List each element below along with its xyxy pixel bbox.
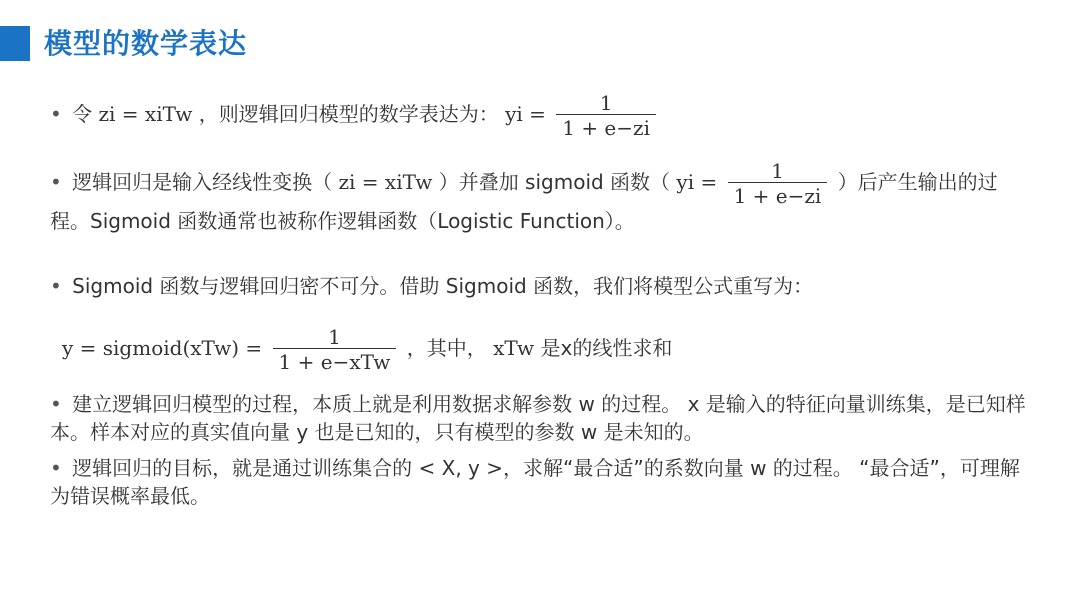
sigmoid-fraction: [556, 92, 656, 139]
fraction-numerator: 1: [328, 325, 341, 349]
fraction-denominator: 1 + e−zi: [556, 114, 656, 139]
bullet-dot: •: [50, 102, 62, 126]
bullet-5-text: 逻辑回归的目标，就是通过训练集合的 < X, y >，求解“最合适”的系数向量 w 的过程。 “最合适”，可理解为错误概率最低。: [50, 456, 1020, 508]
page-title: 模型的数学表达: [44, 27, 248, 60]
bullet-2-text-a: 逻辑回归是输入经线性变换（: [72, 170, 333, 194]
bullet-2-text-c: ）后产生输出的过程。Sigmoid 函数通常也被称作逻辑函数（Logistic Function）。: [50, 170, 998, 233]
bullet-3-text: Sigmoid 函数与逻辑回归密不可分。借助 Sigmoid 函数，我们将模型公式重写为：: [72, 274, 814, 298]
bullet-3: [50, 272, 1030, 300]
bullet-5: [50, 454, 1030, 510]
bullet-4: [50, 390, 1030, 446]
formula-note-b: 是x的线性求和: [540, 336, 673, 360]
formula-y-lhs: yi =: [676, 170, 718, 194]
formula-z: zi = xiTw: [98, 102, 193, 126]
fraction-numerator: 1: [771, 159, 784, 183]
sigmoid-formula-line: [62, 326, 1042, 373]
formula-z: zi = xiTw: [338, 170, 433, 194]
fraction-numerator: 1: [599, 91, 613, 115]
bullet-dot: •: [50, 392, 62, 416]
formula-note-a: ，其中，: [406, 336, 487, 360]
formula-y-lhs: yi =: [505, 102, 546, 126]
formula-lhs: y = sigmoid(xTw) =: [62, 336, 263, 360]
sigmoid-fraction: [273, 326, 397, 373]
bullet-dot: •: [50, 170, 62, 194]
fraction-denominator: 1 + e−zi: [728, 182, 828, 207]
sigmoid-fraction: [728, 160, 828, 207]
bullet-4-text: 建立逻辑回归模型的过程，本质上就是利用数据求解参数 w 的过程。 x 是输入的特征向量训练集，是已知样本。样本对应的真实值向量 y 也是已知的，只有模型的参数 w 是未知的。: [50, 392, 1026, 444]
bullet-dot: •: [50, 456, 62, 480]
bullet-1-mid: ，则逻辑回归模型的数学表达为：: [198, 102, 499, 126]
title-accent-bar: [0, 26, 30, 61]
bullet-2-text-b: ）并叠加 sigmoid 函数（: [438, 170, 671, 194]
bullet-1: [50, 92, 1030, 139]
bullet-2: [50, 160, 1030, 235]
bullet-dot: •: [50, 274, 62, 298]
fraction-denominator: 1 + e−xTw: [273, 348, 397, 373]
bullet-1-pre: 令: [72, 102, 93, 126]
formula-xtw: xTw: [493, 336, 535, 360]
